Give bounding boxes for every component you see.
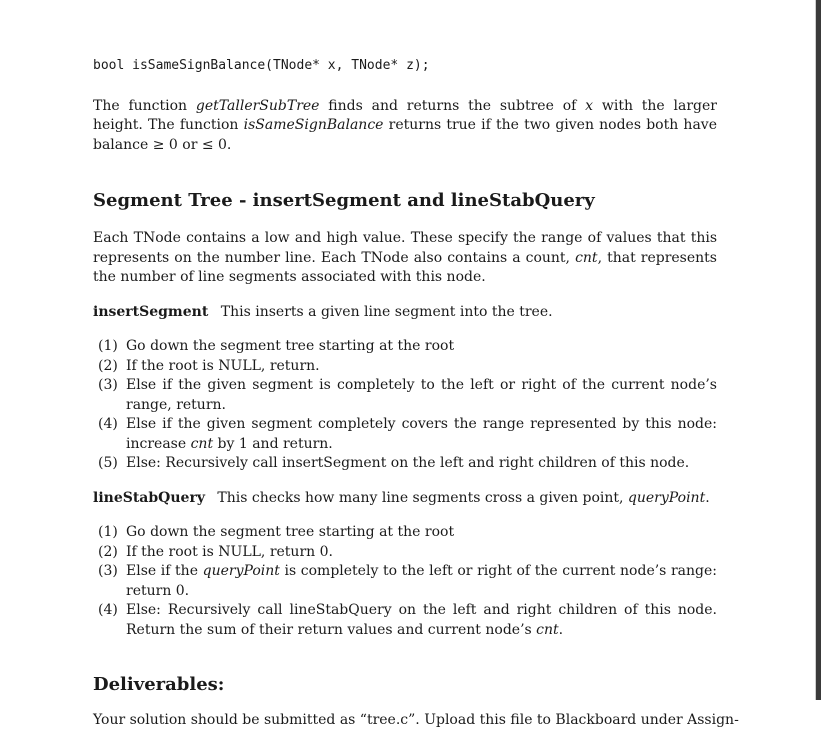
list-item: (3) Else if the queryPoint is completely to the left or right of the current node’s range: return 0. xyxy=(98,563,718,599)
list-item: (1) Go down the segment tree starting at the root xyxy=(98,338,455,354)
code-signature: bool isSameSignBalance(TNode* x, TNode* z); xyxy=(93,58,430,73)
line-stab-query-heading: lineStabQuery This checks how many line segments cross a given point, queryPoint. xyxy=(93,489,710,506)
insert-segment-heading: insertSegment This inserts a given line segment into the tree. xyxy=(93,303,553,320)
fn-get-taller-subtree: getTallerSubTree xyxy=(195,97,320,114)
list-item: (5) Else: Recursively call insertSegment on the left and right children of this node. xyxy=(98,455,690,471)
document-content xyxy=(93,56,739,731)
fn-is-same-sign-balance: isSameSignBalance xyxy=(243,117,384,133)
section-heading: Segment Tree - insertSegment and lineStabQuery xyxy=(93,190,595,211)
cnt-term: cnt xyxy=(575,249,598,266)
list-item: (4) Else: Recursively call lineStabQuery on the left and right children of this node. Return the sum of their return values and current node’s cnt. xyxy=(98,602,717,638)
tnode-paragraph: Each TNode contains a low and high value. These specify the range of values that this represents on the number line. Each TNode also contains a count, cnt, that represents the number of line segments associated with this node. xyxy=(93,230,717,285)
var-x: x xyxy=(585,97,594,114)
insert-segment-steps xyxy=(93,337,717,474)
scrollbar[interactable] xyxy=(816,0,821,700)
line-stab-query-title: lineStabQuery xyxy=(93,489,205,506)
deliverables-paragraph: Your solution should be submitted as “tree.c”. Upload this file to Blackboard under Assign- xyxy=(93,712,739,728)
functions-paragraph: The function getTallerSubTree finds and returns the subtree of x with the larger height. The function isSameSignBalance returns true if the two given nodes both have balance ≥ 0 or ≤ 0. xyxy=(93,97,717,153)
list-item: (2) If the root is NULL, return. xyxy=(98,357,320,374)
list-item: (2) If the root is NULL, return 0. xyxy=(98,543,333,560)
insert-segment-title: insertSegment xyxy=(93,303,209,320)
list-item: (4) Else if the given segment completely covers the range represented by this node: increase cnt by 1 and return. xyxy=(98,416,717,452)
list-item: (3) Else if the given segment is completely to the left or right of the current node’s range, return. xyxy=(98,377,717,413)
deliverables-heading: Deliverables: xyxy=(93,674,225,695)
list-item: (1) Go down the segment tree starting at the root xyxy=(98,524,455,540)
line-stab-query-steps xyxy=(93,523,717,640)
